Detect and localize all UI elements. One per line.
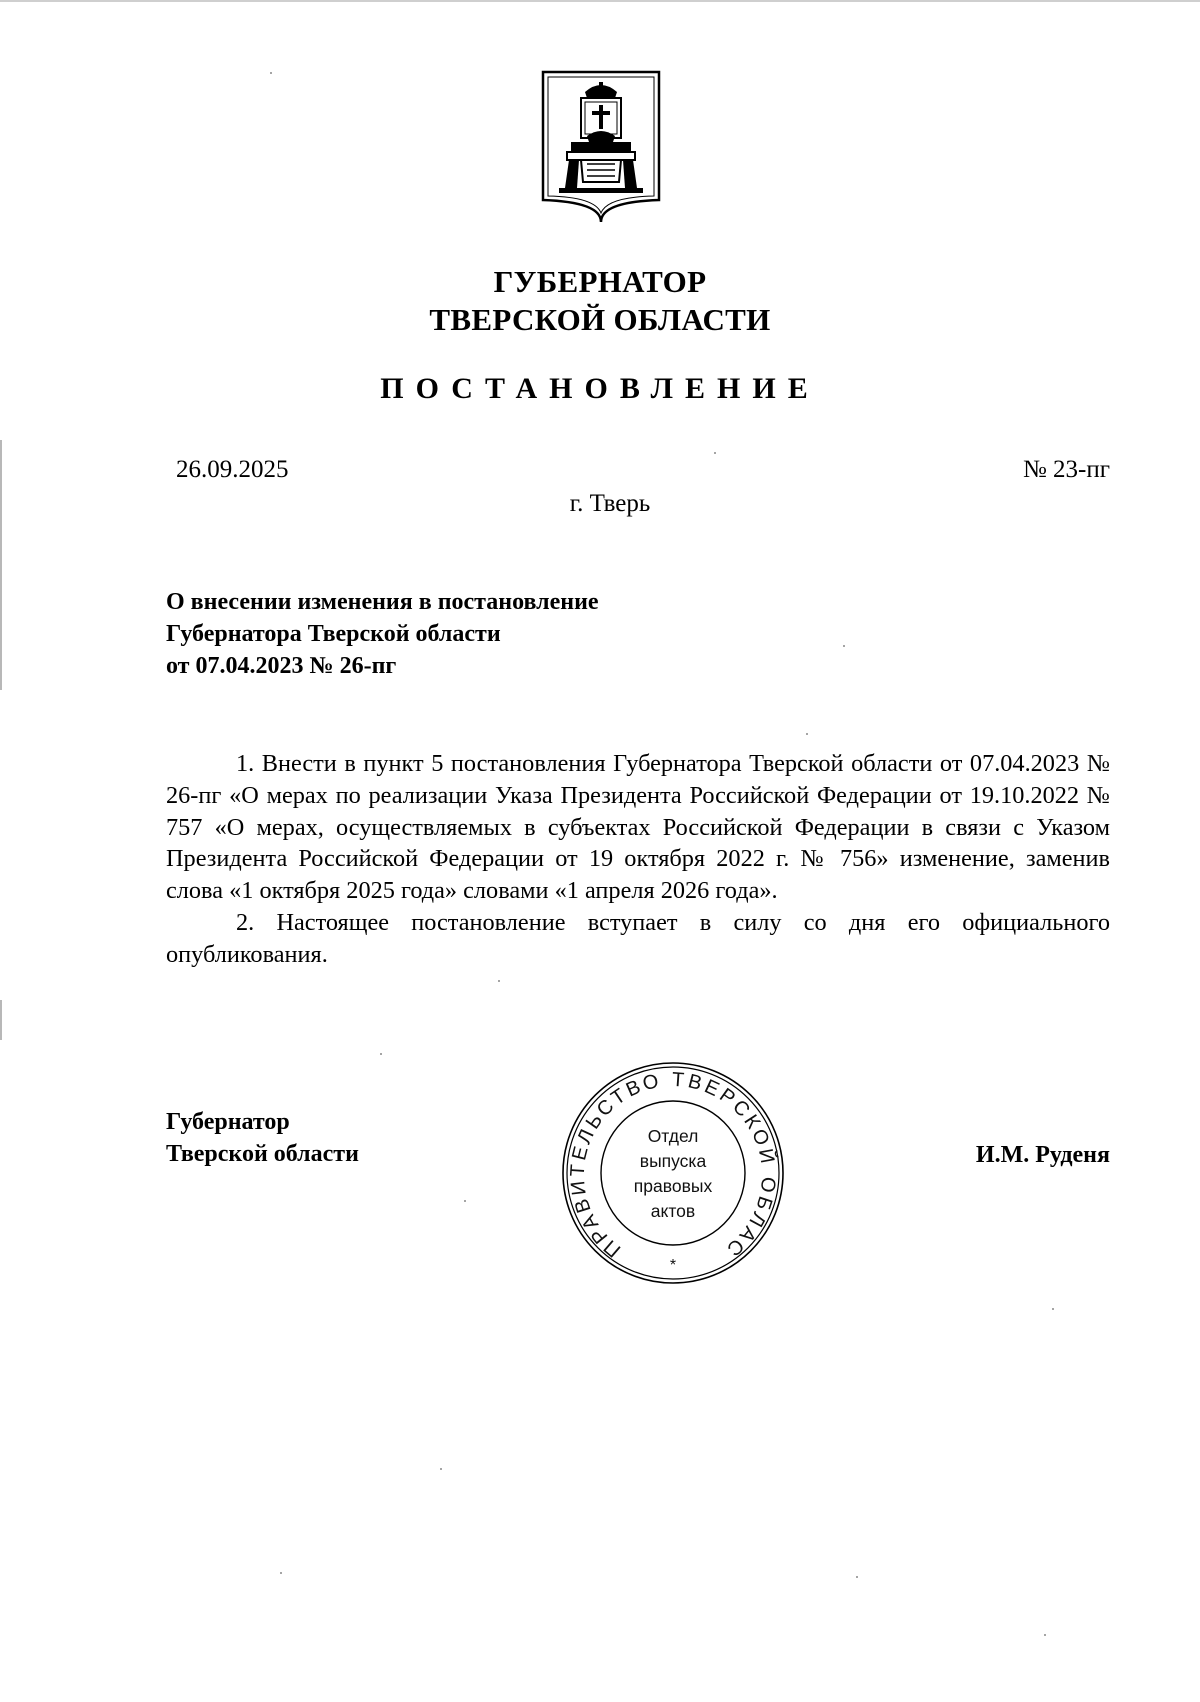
scan-speck (498, 980, 500, 982)
document-number: № 23-пг (1022, 456, 1110, 483)
scan-speck (280, 1572, 282, 1574)
signatory-position-line: Губернатор (166, 1109, 290, 1135)
scan-speck (714, 452, 716, 454)
scan-speck (843, 645, 845, 647)
stamp-center-line: правовых (633, 1176, 713, 1196)
official-stamp (560, 1060, 786, 1286)
scan-speck (440, 1468, 442, 1470)
document-place: г. Тверь (569, 490, 651, 517)
scan-edge-mark (0, 1000, 2, 1040)
subject-line: Губернатора Тверской области (166, 621, 501, 647)
signatory-position (166, 1106, 359, 1170)
scan-edge-line (0, 0, 1200, 2)
subject-line: от 07.04.2023 № 26-пг (166, 653, 397, 679)
scan-speck (380, 1053, 382, 1055)
body-paragraph-1: 1. Внести в пункт 5 постановления Губернатора Тверской области от 07.04.2023 № 26-пг «О мерах по реализации Указа Президента Российской Федерации от 19.10.2022 № 757 «О мерах, осуществляемых в субъектах Российской Федерации в связи с Указом Президента Российской Федерации от 19 октября 2022 г. № 756» изменение, заменив слова «1 октября 2025 года» словами «1 апреля 2026 года». (166, 750, 1110, 905)
scan-speck (856, 1576, 858, 1578)
body-paragraph-2: 2. Настоящее постановление вступает в силу со дня его официального опубликования. (166, 908, 1110, 968)
issuer-title-line1: ГУБЕРНАТОР (493, 264, 707, 299)
issuer-title-line2: ТВЕРСКОЙ ОБЛАСТИ (429, 302, 771, 337)
stamp-center-text (560, 1124, 786, 1224)
stamp-ring-text: ПРАВИТЕЛЬСТВО ТВЕРСКОЙ ОБЛАС (566, 1068, 780, 1262)
signatory-name: И.М. Руденя (975, 1142, 1110, 1168)
document-body (166, 748, 1110, 971)
scan-edge-mark (0, 440, 2, 690)
document-date: 26.09.2025 (176, 456, 289, 483)
stamp-center-line: Отдел (647, 1126, 699, 1146)
document-type-heading: ПОСТАНОВЛЕНИЕ (380, 372, 820, 405)
scan-speck (1044, 1634, 1046, 1636)
tver-region-coat-of-arms-icon (541, 70, 661, 226)
stamp-star: * (669, 1257, 677, 1274)
subject-line: О внесении изменения в постановление (166, 589, 599, 615)
scan-speck (806, 733, 808, 735)
stamp-center-line: выпуска (639, 1151, 707, 1171)
signatory-position-line: Тверской области (166, 1141, 359, 1167)
stamp-center-line: актов (650, 1201, 696, 1221)
scan-speck (270, 72, 272, 74)
document-subject (166, 586, 599, 682)
scan-speck (464, 1200, 466, 1202)
scan-speck (1052, 1308, 1054, 1310)
